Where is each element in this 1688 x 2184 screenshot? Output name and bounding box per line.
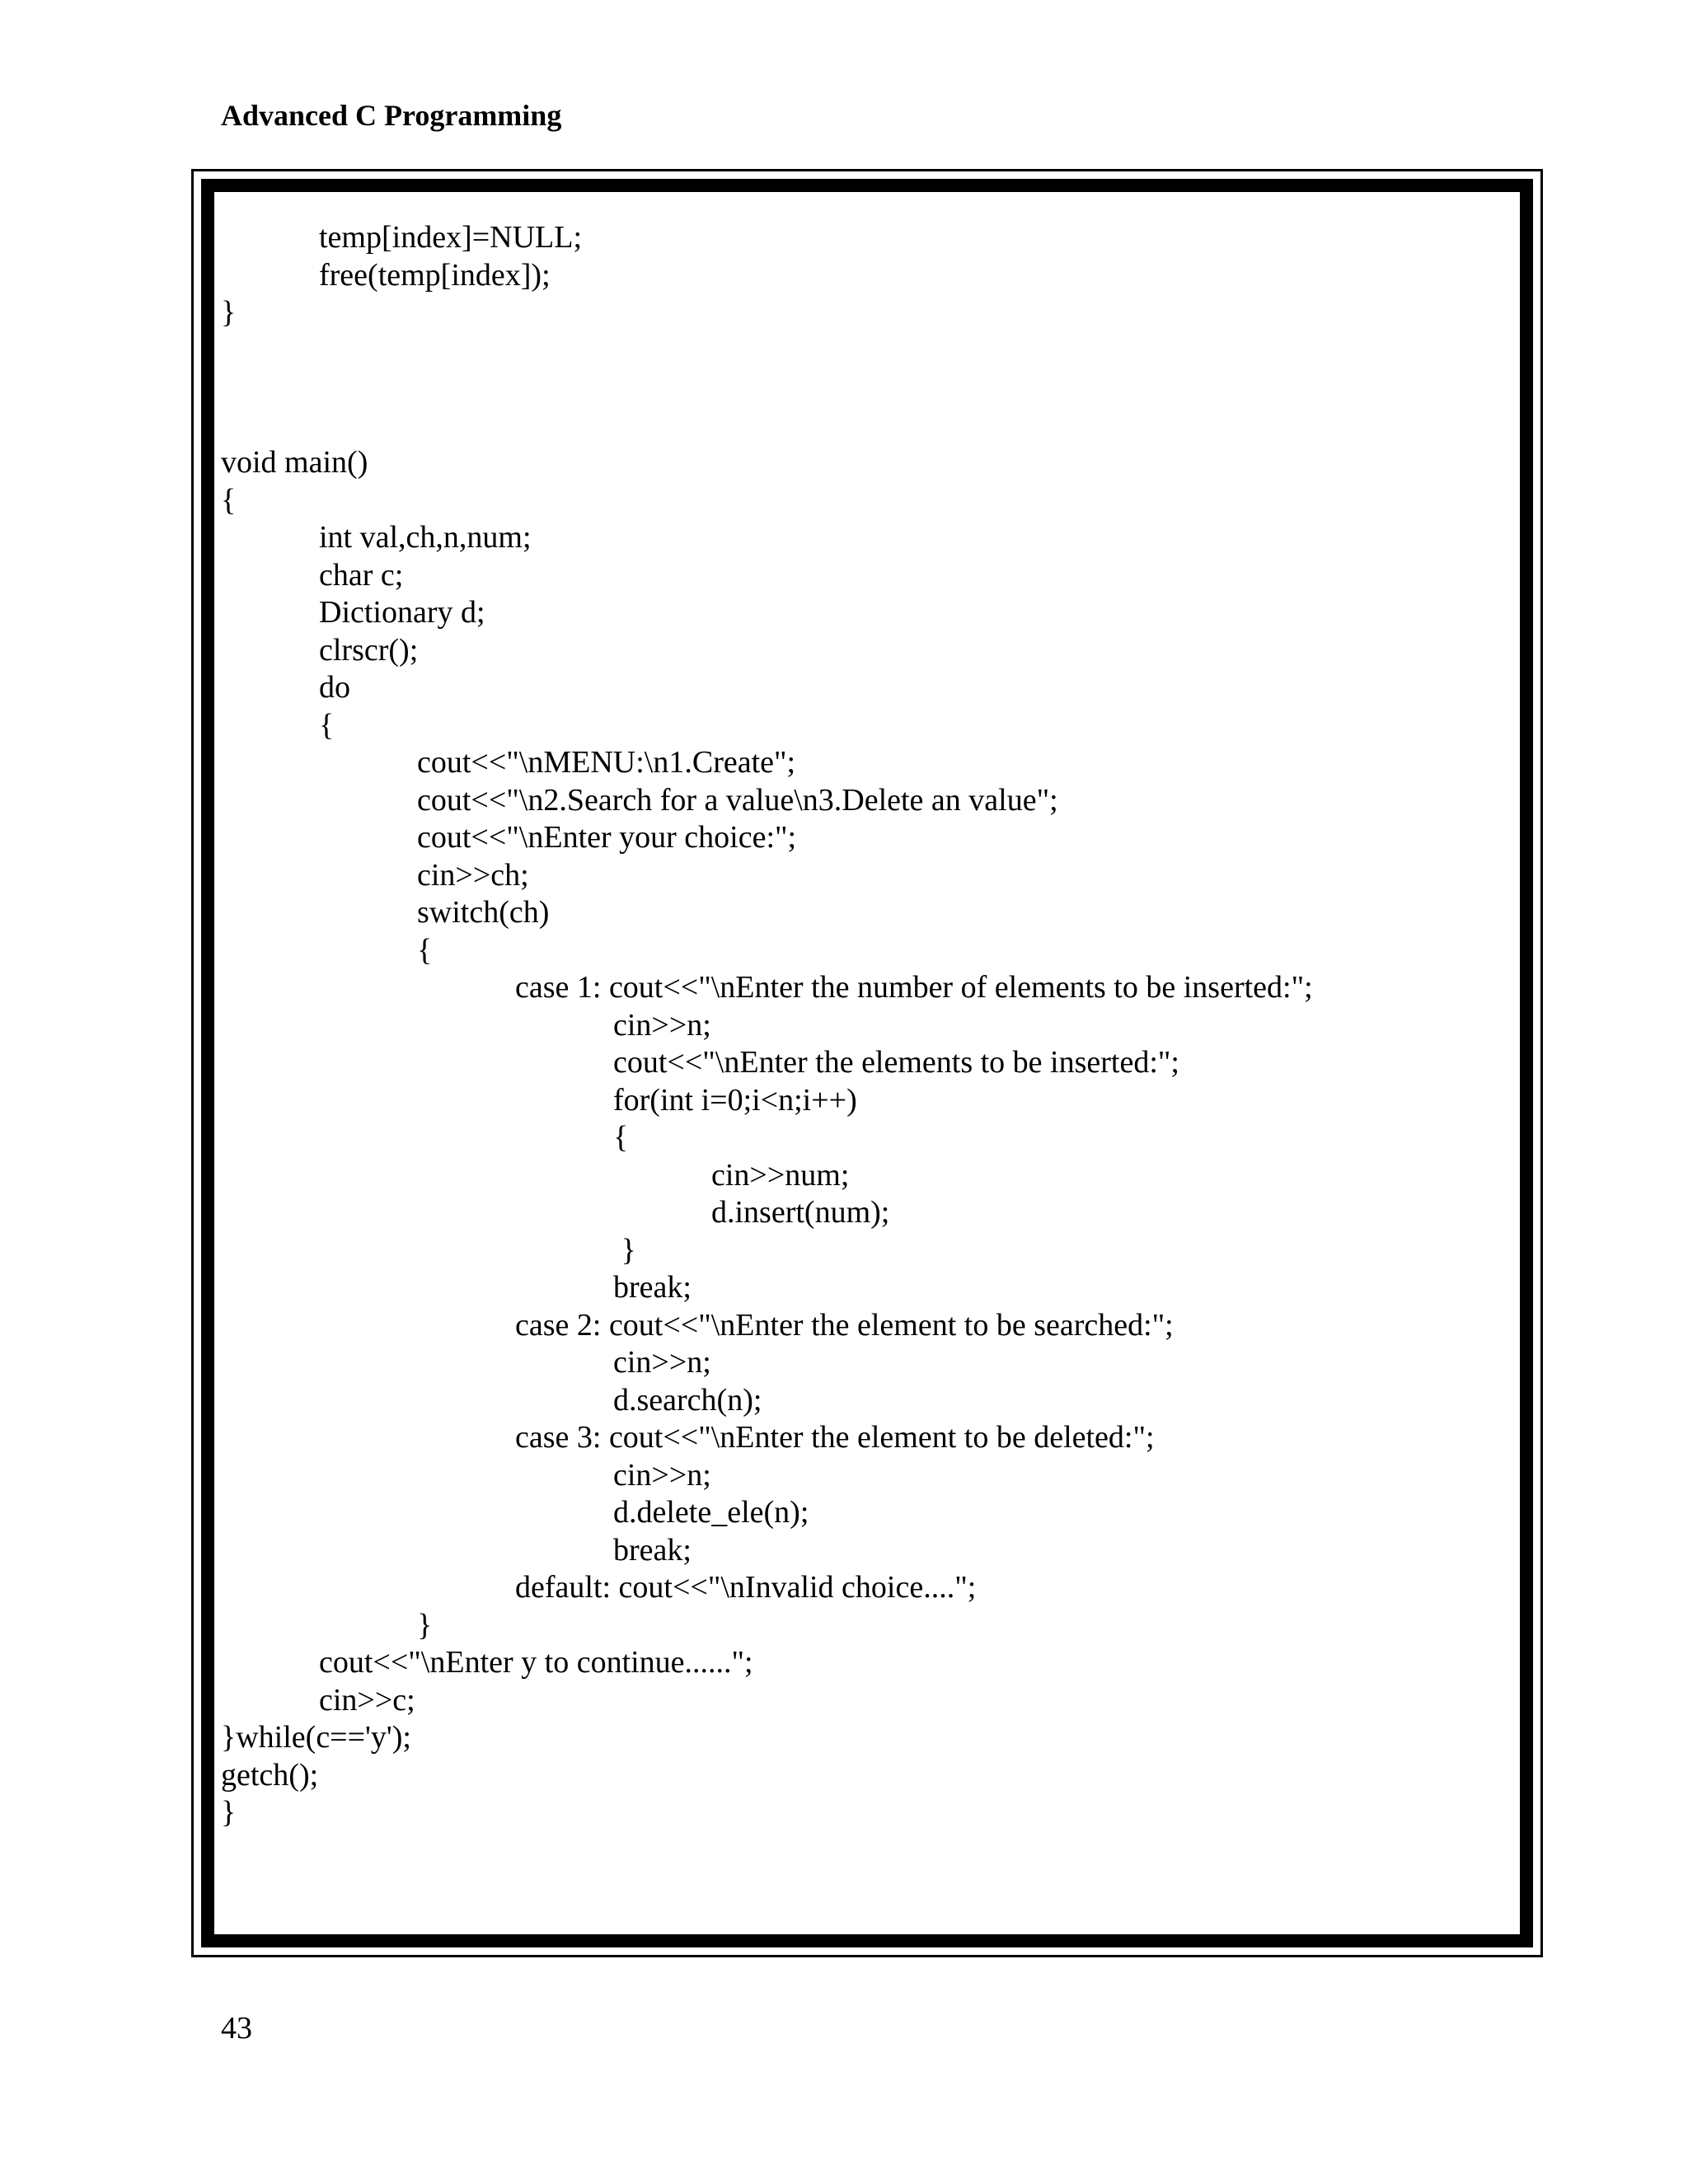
- code-line-text: cin>>n;: [613, 1457, 711, 1493]
- code-line: [221, 519, 1507, 557]
- code-line-text: cout<<"\nEnter the elements to be inserted:";: [613, 1045, 1179, 1080]
- code-line: [221, 969, 1507, 1007]
- code-line: [221, 1494, 1507, 1532]
- code-line: [221, 482, 1507, 520]
- code-line-text: cout<<"\nEnter your choice:";: [417, 820, 797, 855]
- code-line: [221, 1269, 1507, 1307]
- code-line-text: int val,ch,n,num;: [319, 520, 532, 555]
- code-line: [221, 1082, 1507, 1120]
- code-line: [221, 1419, 1507, 1457]
- code-line: [221, 1194, 1507, 1232]
- code-line-text: cout<<"\nMENU:\n1.Create";: [417, 745, 796, 780]
- code-line-text: default: cout<<"\nInvalid choice....";: [515, 1570, 977, 1605]
- code-line-text: cin>>num;: [711, 1157, 850, 1193]
- code-line: [221, 857, 1507, 895]
- code-line-text: d.delete_ele(n);: [613, 1495, 809, 1530]
- running-header-title: Advanced C Programming: [221, 99, 562, 132]
- code-line: [221, 1307, 1507, 1345]
- code-blank-line: [221, 407, 1507, 445]
- code-line: [221, 1532, 1507, 1570]
- code-line-text: cin>>n;: [613, 1345, 711, 1380]
- code-line-text: do: [319, 670, 350, 705]
- page-number: 43: [221, 2011, 252, 2046]
- code-line: [221, 1382, 1507, 1420]
- code-line-text: d.insert(num);: [711, 1195, 890, 1230]
- code-line: [221, 1044, 1507, 1082]
- code-line-text: clrscr();: [319, 632, 419, 668]
- code-line-text: d.search(n);: [613, 1382, 762, 1418]
- code-line-text: free(temp[index]);: [319, 257, 551, 293]
- code-line: [221, 1344, 1507, 1382]
- code-line: [221, 219, 1507, 257]
- code-line-text: case 1: cout<<"\nEnter the number of elements to be inserted:";: [515, 970, 1313, 1005]
- code-line-text: }: [613, 1232, 636, 1268]
- code-line-text: cout<<"\n2.Search for a value\n3.Delete an value";: [417, 782, 1058, 818]
- code-line-text: cin>>c;: [319, 1682, 415, 1718]
- code-line-text: }: [417, 1607, 433, 1643]
- code-line: [221, 1644, 1507, 1682]
- code-line-text: for(int i=0;i<n;i++): [613, 1082, 857, 1118]
- code-line-text: cin>>n;: [613, 1007, 711, 1043]
- code-line-text: switch(ch): [417, 895, 550, 930]
- code-line-text: }: [221, 1795, 237, 1830]
- code-line-text: case 2: cout<<"\nEnter the element to be searched:";: [515, 1307, 1174, 1343]
- code-line-text: }while(c=='y');: [221, 1720, 411, 1755]
- code-line: [221, 632, 1507, 670]
- code-line-text: Dictionary d;: [319, 595, 485, 630]
- code-line: [221, 932, 1507, 970]
- code-line: [221, 1719, 1507, 1757]
- code-line: [221, 1232, 1507, 1270]
- code-blank-line: [221, 369, 1507, 407]
- code-line: [221, 1119, 1507, 1157]
- code-line-text: }: [221, 295, 237, 330]
- code-line: [221, 1457, 1507, 1495]
- code-line-text: cin>>ch;: [417, 857, 529, 893]
- code-line-text: case 3: cout<<"\nEnter the element to be deleted:";: [515, 1420, 1155, 1455]
- code-line: [221, 819, 1507, 857]
- code-line-text: {: [221, 482, 237, 518]
- code-line-text: cout<<"\nEnter y to continue......";: [319, 1645, 753, 1680]
- code-line-text: getch();: [221, 1757, 319, 1793]
- code-line: [221, 669, 1507, 707]
- code-line: [221, 1757, 1507, 1795]
- code-line: [221, 257, 1507, 295]
- code-line: [221, 1794, 1507, 1832]
- code-line-text: temp[index]=NULL;: [319, 220, 583, 255]
- code-line-text: break;: [613, 1532, 692, 1568]
- code-line-text: void main(): [221, 445, 368, 480]
- code-listing: [221, 219, 1507, 1832]
- code-line: [221, 1007, 1507, 1045]
- code-line-text: char c;: [319, 557, 404, 593]
- code-blank-line: [221, 332, 1507, 370]
- code-line: [221, 557, 1507, 595]
- code-line: [221, 1682, 1507, 1720]
- code-line: [221, 1569, 1507, 1607]
- code-line: [221, 707, 1507, 745]
- code-line: [221, 894, 1507, 932]
- code-line-text: break;: [613, 1270, 692, 1305]
- code-line: [221, 1157, 1507, 1195]
- code-line: [221, 744, 1507, 782]
- code-line: [221, 444, 1507, 482]
- code-line-text: {: [417, 932, 433, 968]
- code-line: [221, 1607, 1507, 1645]
- code-line-text: {: [319, 707, 335, 743]
- code-line: [221, 294, 1507, 332]
- code-line: [221, 782, 1507, 820]
- code-line-text: {: [613, 1120, 629, 1155]
- code-line: [221, 594, 1507, 632]
